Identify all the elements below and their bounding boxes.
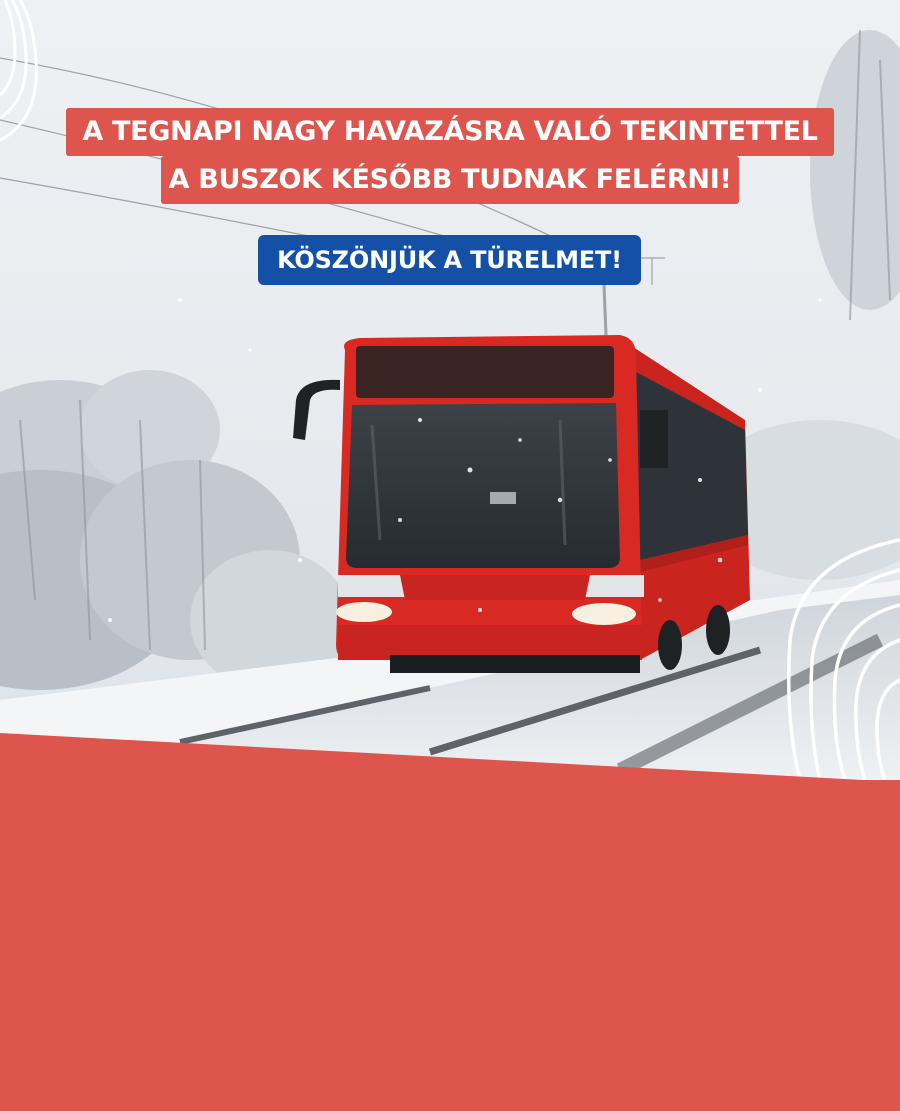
headline-line-1: A TEGNAPI NAGY HAVAZÁSRA VALÓ TEKINTETTEL	[66, 108, 834, 156]
red-bottom-panel	[0, 780, 900, 1111]
bus-icon	[293, 335, 750, 673]
thanks-badge: KÖSZÖNJÜK A TÜRELMET!	[258, 235, 641, 285]
headline-line-2: A BUSZOK KÉSŐBB TUDNAK FELÉRNI!	[161, 156, 739, 204]
